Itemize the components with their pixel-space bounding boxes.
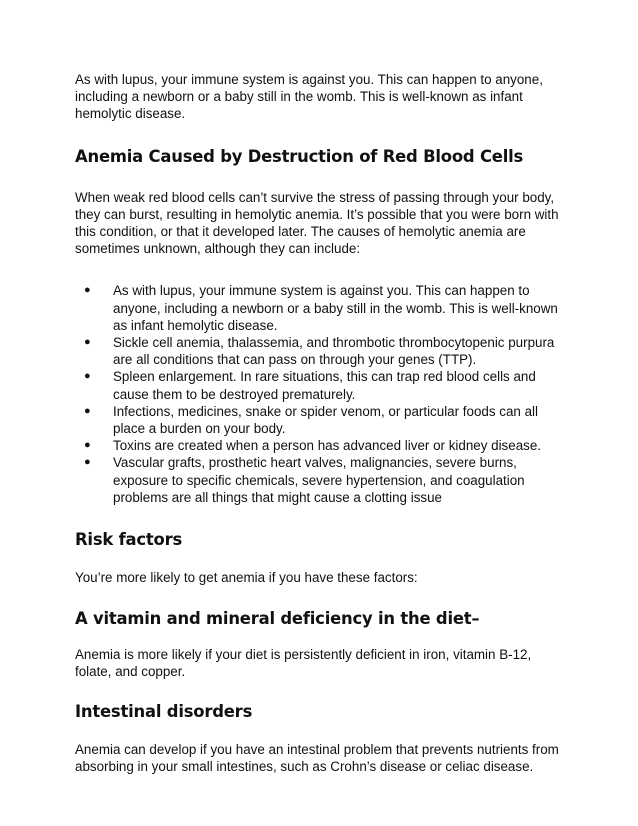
list-item <box>75 334 570 368</box>
destruction-heading: Anemia Caused by Destruction of Red Blood Cells <box>75 146 524 166</box>
list-item-text: Vascular grafts, prosthetic heart valves, malignancies, severe burns, exposure to specific chemicals, severe hypertension, and coagulation problems are all things that might cause a clotting issue <box>113 455 525 505</box>
intestinal-disorders-heading: Intestinal disorders <box>75 701 253 721</box>
bullet-icon: ● <box>84 370 91 383</box>
document-page <box>75 71 570 775</box>
list-item <box>75 403 570 437</box>
bullet-icon: ● <box>84 404 91 417</box>
risk-factors-heading: Risk factors <box>75 530 183 550</box>
causes-list <box>75 282 570 506</box>
list-item-text: As with lupus, your immune system is against you. This can happen to anyone, including a newborn or a baby still in the womb. This is well-known as infant hemolytic disease. <box>113 283 558 333</box>
list-item-text: Spleen enlargement. In rare situations, this can trap red blood cells and cause them to be destroyed prematurely. <box>113 369 536 402</box>
list-item-text: Infections, medicines, snake or spider venom, or particular foods can all place a burden on your body. <box>113 403 538 437</box>
bullet-icon: ● <box>84 336 91 349</box>
destruction-paragraph: When weak red blood cells can’t survive the stress of passing through your body, they can burst, resulting in hemolytic anemia. It’s possible that you were born with this condition, or that it developed later. The causes of hemolytic anemia are sometimes unknown, although they can include: <box>75 189 559 257</box>
list-item <box>75 368 570 402</box>
list-item-text: Sickle cell anemia, thalassemia, and thrombotic thrombocytopenic purpura are all conditions that can pass on through your genes (TTP). <box>113 335 555 368</box>
risk-factors-paragraph: You’re more likely to get anemia if you have these factors: <box>75 570 418 586</box>
intestinal-disorders-paragraph: Anemia can develop if you have an intestinal problem that prevents nutrients from absorbing in your small intestines, such as Crohn’s disease or celiac disease. <box>75 741 559 774</box>
list-item <box>75 454 570 506</box>
list-item-text: Toxins are created when a person has advanced liver or kidney disease. <box>113 438 542 454</box>
intro-paragraph: As with lupus, your immune system is against you. This can happen to anyone, including a newborn or a baby still in the womb. This is well-known as infant hemolytic disease. <box>75 72 543 122</box>
vitamin-deficiency-paragraph: Anemia is more likely if your diet is persistently deficient in iron, vitamin B-12, folate, and copper. <box>75 647 532 680</box>
bullet-icon: ● <box>84 456 91 469</box>
list-item <box>75 437 570 454</box>
list-item <box>75 282 570 334</box>
vitamin-deficiency-heading: A vitamin and mineral deficiency in the diet– <box>75 609 480 629</box>
bullet-icon: ● <box>84 439 91 452</box>
bullet-icon: ● <box>84 284 91 297</box>
